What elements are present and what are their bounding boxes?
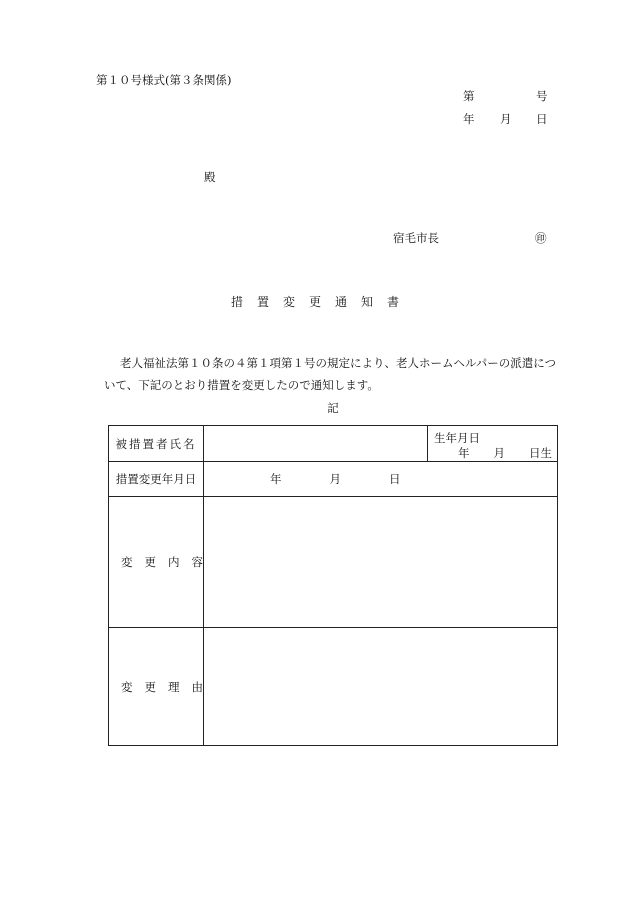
issue-date-month: 月 — [500, 112, 512, 126]
issue-date-day: 日 — [536, 112, 548, 126]
document-title: 措置変更通知書 — [230, 295, 413, 309]
seal-mark: ㊞ — [535, 231, 547, 245]
reason-value-cell[interactable] — [204, 628, 558, 746]
change-date-year: 年 — [270, 472, 282, 486]
change-date-day: 日 — [389, 472, 401, 486]
body-paragraph: 老人福祉法第１０条の４第１項第１号の規定により、老人ホームヘルパーの派遣について、下記のとおり措置を変更したので通知します。 — [104, 356, 556, 392]
birth-year: 年 — [458, 446, 470, 460]
birthdate-cell[interactable] — [428, 426, 558, 462]
content-value-cell[interactable] — [204, 497, 558, 628]
birth-month: 月 — [493, 446, 505, 460]
document-number-label: 第 — [463, 89, 475, 103]
addressee-honorific: 殿 — [204, 170, 216, 184]
change-date-label: 措置変更年月日 — [109, 462, 204, 497]
change-date-cell[interactable] — [204, 462, 558, 497]
ki-heading: 記 — [327, 401, 339, 415]
table-row-name — [109, 426, 558, 462]
issuer-name: 宿毛市長 — [393, 231, 439, 245]
change-details-table — [108, 425, 558, 746]
birth-day: 日生 — [529, 446, 552, 460]
reason-label: 変更理由 — [109, 628, 204, 746]
table-row-reason — [109, 628, 558, 746]
birthdate-values — [458, 445, 552, 461]
content-label: 変更内容 — [109, 497, 204, 628]
table-row-content — [109, 497, 558, 628]
document-number-suffix: 号 — [536, 89, 548, 103]
change-date-month: 月 — [329, 472, 341, 486]
name-label: 被措置者氏名 — [109, 426, 204, 462]
form-id: 第１０号様式(第３条関係) — [96, 73, 232, 87]
name-value-cell[interactable] — [204, 426, 428, 462]
birthdate-label: 生年月日 — [434, 431, 480, 445]
issue-date-year: 年 — [463, 112, 475, 126]
table-row-change-date — [109, 462, 558, 497]
